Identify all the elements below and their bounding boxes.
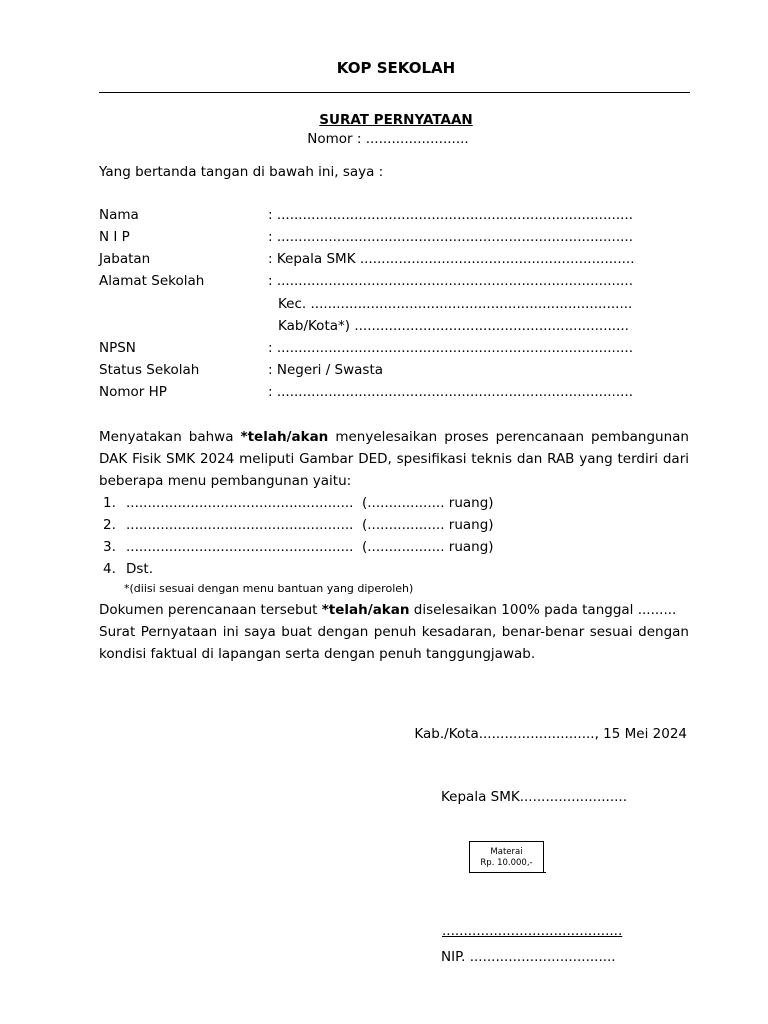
field-label-status: Status Sekolah bbox=[99, 362, 200, 378]
document-number: Nomor : ........................ bbox=[307, 131, 469, 147]
materai-stamp-box bbox=[469, 841, 544, 873]
field-value-jabatan: : Kepala SMK ................................................................ bbox=[268, 251, 635, 267]
field-label-npsn: NPSN bbox=[99, 340, 136, 356]
list-item-room: (.................. ruang) bbox=[362, 495, 494, 511]
statement-line-2: DAK Fisik SMK 2024 meliputi Gambar DED, spesifikasi teknis dan RAB yang terdiri dari bbox=[99, 451, 689, 467]
intro-text: Yang bertanda tangan di bawah ini, saya : bbox=[99, 164, 384, 180]
list-item-text: ..................................................... bbox=[126, 517, 354, 533]
materai-label: Materai bbox=[490, 847, 523, 857]
list-item-number: 2. bbox=[103, 517, 116, 533]
field-label-hp: Nomor HP bbox=[99, 384, 167, 400]
field-value-alamat: : ................................................................................... bbox=[268, 273, 634, 289]
list-item-room: (.................. ruang) bbox=[362, 517, 494, 533]
list-item-number: 3. bbox=[103, 539, 116, 555]
document-title: SURAT PERNYATAAN bbox=[319, 112, 473, 128]
field-label-alamat: Alamat Sekolah bbox=[99, 273, 205, 289]
list-item-text: ..................................................... bbox=[126, 539, 354, 555]
field-value-kecamatan: Kec. ........................................................................... bbox=[278, 296, 633, 312]
signature-line: .......................................... bbox=[442, 923, 623, 939]
field-value-nama: : ................................................................................... bbox=[268, 207, 634, 223]
field-label-jabatan: Jabatan bbox=[99, 251, 151, 267]
completion-text: Dokumen perencanaan tersebut *telah/akan diselesaikan 100% pada tanggal ......... bbox=[99, 602, 677, 618]
letterhead-title: KOP SEKOLAH bbox=[336, 59, 456, 77]
field-value-kabkota: Kab/Kota*) ................................................................ bbox=[278, 318, 629, 334]
closing-line-2: kondisi faktual di lapangan serta dengan penuh tanggungjawab. bbox=[99, 646, 536, 662]
list-item-text: Dst. bbox=[126, 561, 154, 577]
signer-nip: NIP. .................................. bbox=[441, 949, 616, 965]
letterhead-divider bbox=[99, 92, 690, 93]
field-value-hp: : ................................................................................... bbox=[268, 384, 634, 400]
field-value-nip: : ................................................................................... bbox=[268, 229, 634, 245]
field-value-status: : Negeri / Swasta bbox=[268, 362, 384, 378]
list-item-text: ..................................................... bbox=[126, 495, 354, 511]
statement-line-1: Menyatakan bahwa *telah/akan menyelesaikan proses perencanaan pembangunan bbox=[99, 429, 689, 445]
field-value-npsn: : ................................................................................... bbox=[268, 340, 634, 356]
place-date: Kab./Kota..........................., 15 Mei 2024 bbox=[414, 726, 687, 742]
closing-line-1: Surat Pernyataan ini saya buat dengan penuh kesadaran, benar-benar sesuai dengan bbox=[99, 624, 689, 640]
list-item-number: 1. bbox=[103, 495, 116, 511]
footnote: *(diisi sesuai dengan menu bantuan yang diperoleh) bbox=[124, 582, 414, 595]
materai-underline bbox=[513, 872, 546, 873]
field-label-nama: Nama bbox=[99, 207, 139, 223]
list-item-room: (.................. ruang) bbox=[362, 539, 494, 555]
list-item-number: 4. bbox=[103, 561, 116, 577]
field-label-nip: N I P bbox=[99, 229, 130, 245]
signer-position: Kepala SMK......................... bbox=[441, 789, 627, 805]
materai-amount: Rp. 10.000,- bbox=[480, 858, 533, 868]
statement-line-3: beberapa menu pembangunan yaitu: bbox=[99, 473, 352, 489]
